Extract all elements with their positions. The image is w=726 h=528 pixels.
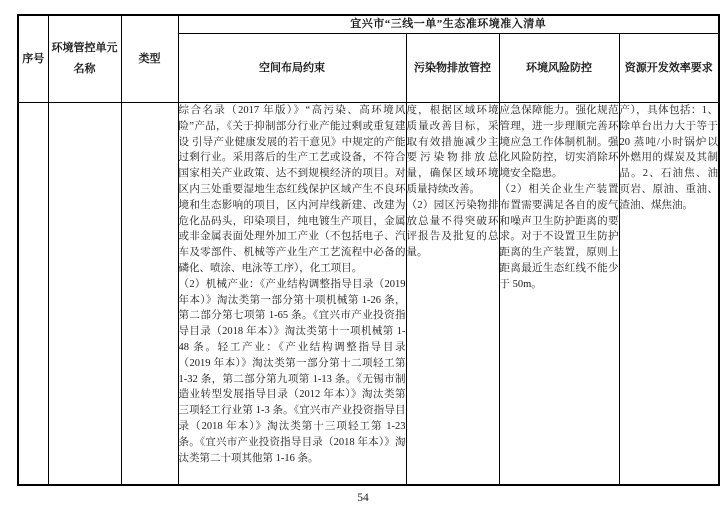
header-unit-name: 环境管控单元名称 [48, 15, 121, 103]
risk-paragraph-2: （2）相关企业生产装置布置需要满足各自的废气和噪声卫生防护距离的要求。对于不设置卫生防护距离的生产装置，原则上距离最近生态红线不能少于 50m。 [499, 183, 619, 290]
admission-list-table [17, 14, 720, 486]
pollutant-paragraph-2: （2）园区污染物排放总量不得突破环评报告及批复的总量。 [406, 199, 499, 259]
pollutant-paragraph-1: 度，根据区域环境质量改善目标，采取有效措施减少主要污染物排放总量，确保区域环境质量持续改善。 [406, 105, 499, 195]
cell-risk-prevention [499, 103, 619, 486]
header-resource-efficiency: 资源开发效率要求 [619, 34, 719, 103]
spatial-paragraph-1: 综合名录（2017 年版）》“高污染、高环境风险”产品，《关于抑制部分行业产能过剩或重复建设 引导产业健康发展的若干意见》中规定的产能过剩行业。采用落后的生产工艺或设备，不符合国家相关产业政策、达不到规模经济的项目。对区内三处重要湿地生态红线保护区域产生不良环境和生态影响的项目，区内河岸线新建、改建为危化品码头，印染项目，纯电镀生产项目，金属或非金属表面处理外加工产业（不包括电子、汽车及零部件、机械等产业生产工艺流程中必备的磷化、喷涂、电泳等工序），化工项目。 [178, 105, 406, 274]
header-type: 类型 [121, 15, 178, 103]
header-pollutant-control: 污染物排放管控 [406, 34, 499, 103]
header-index: 序号 [18, 15, 48, 103]
cell-spatial-constraints [178, 103, 406, 486]
page-number: 54 [357, 492, 369, 504]
header-spatial-constraints: 空间布局约束 [178, 34, 406, 103]
spatial-paragraph-2: （2）机械产业：《产业结构调整指导目录（2019 年本）》淘汰类第一部分第十项机械第 1-26 条，第二部分第七项第 1-65 条。《宜兴市产业投资指导目录（2018 年本）》淘汰类第十一项机械第 1-48 条。轻工产业：《产业结构调整指导目录（2019 年本）》淘汰类第一部分第十二项轻工第 1-32 条，第二部分第九项第 1-13 条。《无锡市制造业转型发展指导目录（2012 年本）》淘汰类第三项轻工行业第 1-3 条。《宜兴市产业投资指导目录（2018 年本）》淘汰类第十三项轻工第 1-23 条。《宜兴市产业投资指导目录（2018 年本）》淘汰类第二十项其他第 1-16 条。 [178, 278, 406, 464]
cell-pollutant-control [406, 103, 499, 486]
cell-unit-name-empty [48, 103, 121, 486]
resource-paragraph-1: 产），具体包括：1、除单台出力大于等于 20 蒸吨/小时锅炉以外燃用的煤炭及其制品。2、石油焦、油页岩、原油、重油、渣油、煤焦油。 [619, 105, 718, 211]
risk-paragraph-1: 应急保障能力。强化规范管理，进一步理顺完善环境应急工作体制机制。强化风险防控，切实消除环境安全隐患。 [499, 105, 619, 180]
header-risk-prevention: 环境风险防控 [499, 34, 619, 103]
table-row [18, 103, 719, 486]
cell-index-empty [18, 103, 48, 486]
cell-resource-efficiency [619, 103, 719, 486]
cell-type-empty [121, 103, 178, 486]
table-title: 宜兴市“三线一单”生态准环境准入清单 [178, 15, 719, 34]
